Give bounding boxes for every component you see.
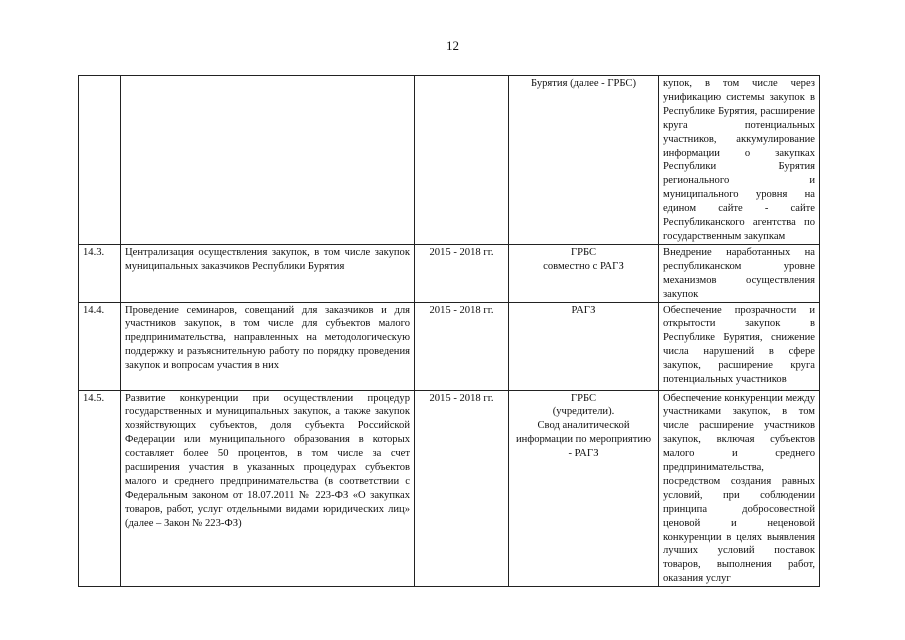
executor-cell [509, 390, 659, 587]
executor-cell [509, 302, 659, 390]
row-number: 14.5. [79, 390, 121, 587]
table-row [79, 76, 820, 245]
table-row [79, 302, 820, 390]
executor-line: информации по мероприятию - РАГЗ [516, 434, 651, 460]
executor-cell [509, 76, 659, 245]
executor-line: Бурятия (далее - ГРБС) [531, 78, 636, 89]
activity-cell: Проведение семинаров, совещаний для заказчиков и для участников закупок, в том числе для субъектов малого предпринимательства, направленных на методологическую поддержку и разъяснительную работу по порядку проведения закупок и вопросам участия в них [121, 302, 415, 390]
row-number [79, 76, 121, 245]
table-row [79, 244, 820, 302]
executor-line: РАГЗ [571, 304, 596, 316]
activity-cell: Развитие конкуренции при осуществлении процедур государственных и муниципальных закупок, а также закупок хозяйствующих субъектов, доля субъекта Российской Федерации или муниципального образования в которых составляет более 50 процентов, в том числе за счет расширения участия в указанных процедурах субъектов малого и среднего предпринимательства (в соответствии с Федеральным законом от 18.07.2011 № 223-ФЗ «О закупках товаров, работ, услуг отдельными видами юридических лиц» (далее – Закон № 223-ФЗ) [121, 390, 415, 587]
period-cell: 2015 - 2018 гг. [415, 390, 509, 587]
executor-line: ГРБС [570, 246, 597, 258]
result-cell: Обеспечение прозрачности и открытости закупок в Республике Бурятия, снижение числа нарушений в сфере закупок, расширение круга потенциальных участников [659, 302, 820, 390]
period-cell [415, 76, 509, 245]
activity-cell: Централизация осуществления закупок, в том числе закупок муниципальных заказчиков Республики Бурятия [121, 244, 415, 302]
result-cell: Внедрение наработанных на республиканском уровне механизмов осуществления закупок [659, 244, 820, 302]
result-cell: Обеспечение конкуренции между участниками закупок, в том числе расширение участников закупок, включая субъектов малого и среднего предпринимательства, посредством создания равных условий, при соблюдении принципа добросовестной ценовой и неценовой конкуренции в целях выявления лучших условий поставок товаров, выполнения работ, оказания услуг [659, 390, 820, 587]
period-cell: 2015 - 2018 гг. [415, 244, 509, 302]
page-number: 12 [446, 38, 459, 53]
executor-line: ГРБС [570, 392, 597, 404]
row-number: 14.3. [79, 244, 121, 302]
row-number: 14.4. [79, 302, 121, 390]
measures-table [78, 75, 820, 587]
table-row [79, 390, 820, 587]
executor-cell [509, 244, 659, 302]
result-cell: купок, в том числе через унификацию системы закупок в Республике Бурятия, расширение круга потенциальных участников, аккумулирование информации о закупках Республики Бурятия регионального и муниципального уровня на едином сайте - сайте Республиканского агентства по государственным закупкам [659, 76, 820, 245]
period-cell: 2015 - 2018 гг. [415, 302, 509, 390]
executor-line: совместно с РАГЗ [543, 260, 624, 272]
executor-line: Свод аналитической [537, 420, 630, 432]
activity-cell [121, 76, 415, 245]
executor-line: (учредители). [552, 406, 615, 418]
